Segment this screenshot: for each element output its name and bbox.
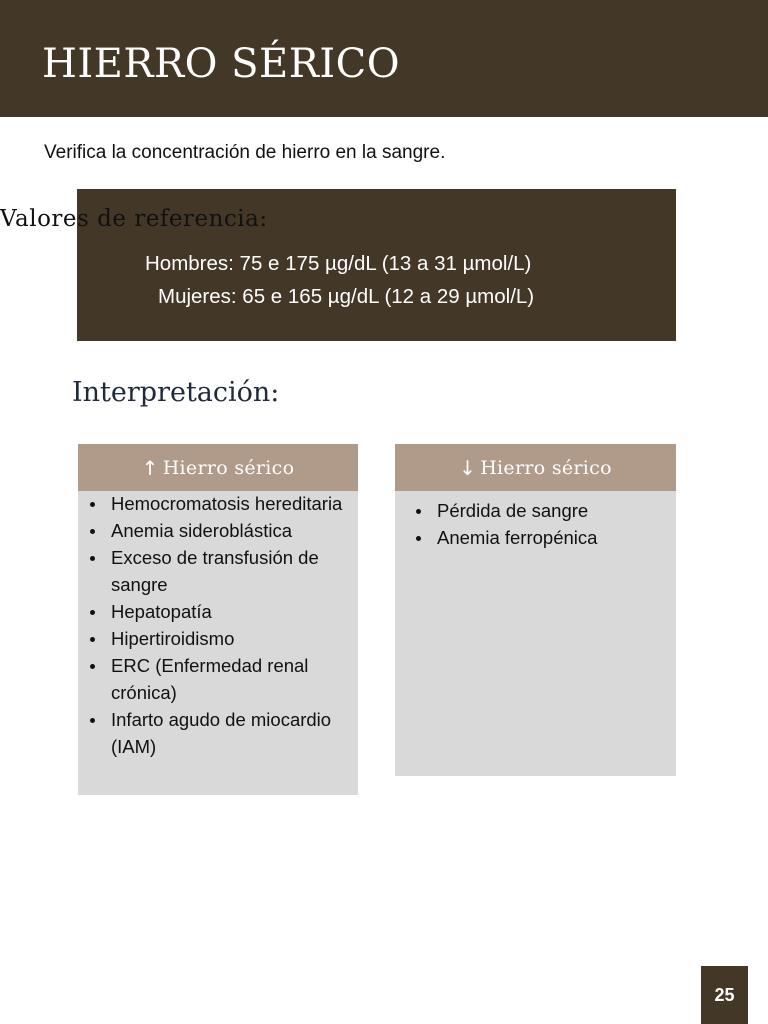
page-title: HIERRO SÉRICO: [42, 41, 401, 87]
low-iron-list: [437, 497, 672, 551]
reference-title: Valores de referencia:: [0, 206, 268, 232]
interpretation-title: Interpretación:: [72, 377, 280, 408]
intro-text: Verifica la concentración de hierro en la sangre.: [44, 142, 446, 163]
list-item: Pérdida de sangre: [437, 497, 672, 524]
list-item: Anemia ferropénica: [437, 524, 672, 551]
list-item: Exceso de transfusión de sangre: [111, 544, 355, 598]
reference-men: Hombres: 75 e 175 µg/dL (13 a 31 µmol/L): [145, 252, 532, 275]
arrow-down-icon: ↓: [459, 455, 477, 480]
reference-women: Mujeres: 65 e 165 µg/dL (12 a 29 µmol/L): [158, 285, 535, 308]
low-iron-panel: [395, 444, 676, 776]
high-iron-list: [111, 490, 355, 760]
page-number: 25: [701, 966, 748, 1024]
list-item: Hepatopatía: [111, 598, 355, 625]
list-item: Hipertiroidismo: [111, 625, 355, 652]
low-iron-label: Hierro sérico: [480, 456, 612, 479]
list-item: Anemia sideroblástica: [111, 517, 355, 544]
low-iron-header: [395, 444, 676, 491]
high-iron-label: Hierro sérico: [162, 456, 295, 479]
high-iron-panel: [78, 444, 358, 795]
list-item: ERC (Enfermedad renal crónica): [111, 652, 355, 706]
high-iron-header: [78, 444, 358, 491]
list-item: Hemocromatosis hereditaria: [111, 490, 355, 517]
arrow-up-icon: ↑: [141, 455, 159, 480]
list-item: Infarto agudo de miocardio (IAM): [111, 706, 355, 760]
